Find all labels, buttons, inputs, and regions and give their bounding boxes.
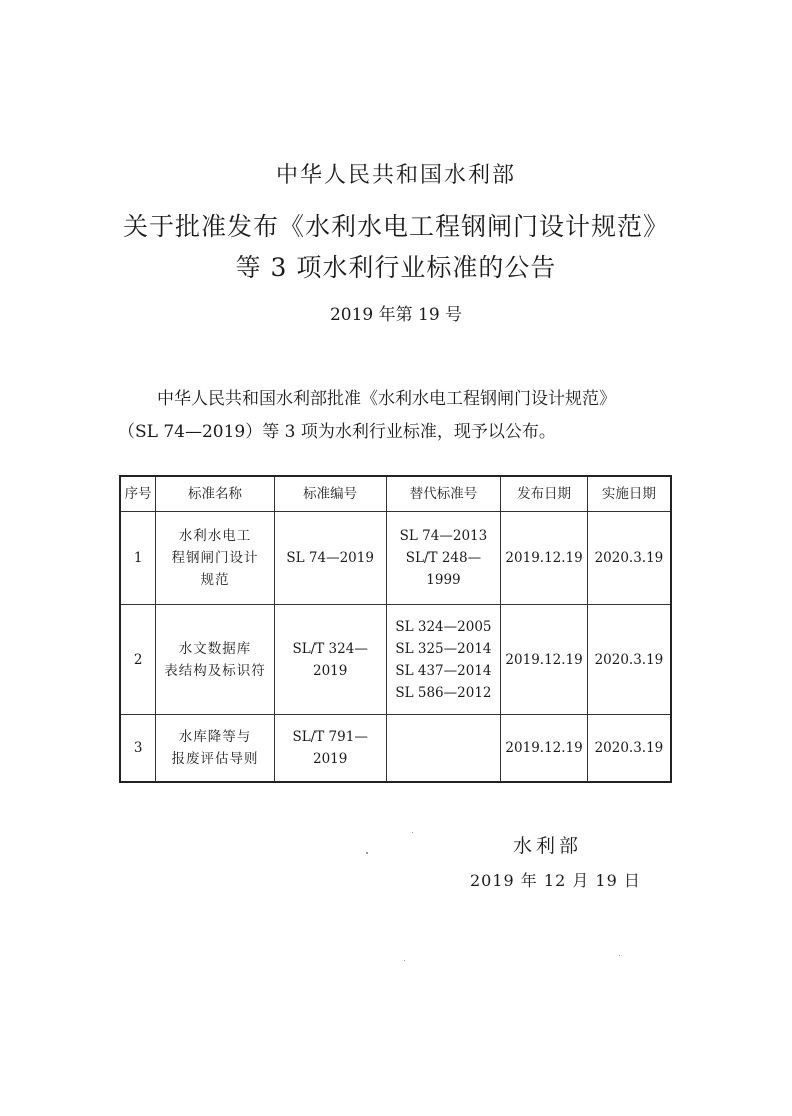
row-seq: 2 xyxy=(120,605,156,715)
scan-speck xyxy=(366,852,368,854)
row-implement-date: 2020.3.19 xyxy=(587,512,671,605)
issuing-organization: 中华人民共和国水利部 xyxy=(275,163,516,188)
row-standard-code: SL/T 791—2019 xyxy=(274,715,386,783)
header-code: 标准编号 xyxy=(274,476,386,512)
document-number: 2019 年第 19 号 xyxy=(329,305,463,325)
header-seq: 序号 xyxy=(120,476,156,512)
scan-speck xyxy=(404,960,405,961)
row-replaced-codes xyxy=(386,605,501,715)
table-row xyxy=(120,512,671,605)
row-standard-name xyxy=(156,605,274,715)
table-row xyxy=(120,605,671,715)
name-line: 水利水电工 xyxy=(178,528,252,544)
row-standard-name xyxy=(156,715,274,783)
row-standard-code: SL 74—2019 xyxy=(274,512,386,605)
replaced-code: SL 74—2013 xyxy=(399,528,488,544)
row-publish-date: 2019.12.19 xyxy=(501,715,588,783)
body-text-line2: （SL 74—2019）等 3 项为水利行业标准，现予以公布。 xyxy=(118,422,556,442)
name-line: 规范 xyxy=(200,572,230,588)
body-text-line1: 中华人民共和国水利部批准《水利水电工程钢闸门设计规范》 xyxy=(157,389,616,409)
table-row xyxy=(120,715,671,783)
replaced-code: SL 324—2005 xyxy=(395,618,492,635)
row-seq: 3 xyxy=(120,715,156,783)
signature-date: 2019 年 12 月 19 日 xyxy=(470,871,641,890)
announcement-title-line2: 等 3 项水利行业标准的公告 xyxy=(235,253,557,282)
table-header-row xyxy=(120,476,671,512)
scan-speck xyxy=(619,955,620,956)
row-standard-code: SL/T 324—2019 xyxy=(274,605,386,715)
replaced-code: SL 325—2014 xyxy=(395,640,492,657)
header-name: 标准名称 xyxy=(156,476,274,512)
header-replaced: 替代标准号 xyxy=(386,476,501,512)
signature-issuer: 水利部 xyxy=(513,835,583,857)
standards-table xyxy=(119,475,672,783)
replaced-code: SL 586—2012 xyxy=(395,684,492,701)
row-publish-date: 2019.12.19 xyxy=(501,605,588,715)
announcement-title-line1: 关于批准发布《水利水电工程钢闸门设计规范》 xyxy=(122,212,669,241)
name-line: 程钢闸门设计 xyxy=(171,550,259,566)
row-replaced-codes xyxy=(386,512,501,605)
row-publish-date: 2019.12.19 xyxy=(501,512,588,605)
name-line: 水文数据库 xyxy=(178,640,252,657)
name-line: 水库降等与 xyxy=(178,729,252,745)
name-line: 表结构及标识符 xyxy=(164,662,266,679)
header-implement-date: 实施日期 xyxy=(587,476,671,512)
scan-speck xyxy=(412,832,413,833)
name-line: 报废评估导则 xyxy=(171,751,259,767)
replaced-code: SL/T 248—1999 xyxy=(405,550,482,588)
row-seq: 1 xyxy=(120,512,156,605)
replaced-code: SL 437—2014 xyxy=(395,662,492,679)
row-standard-name xyxy=(156,512,274,605)
header-publish-date: 发布日期 xyxy=(501,476,588,512)
row-replaced-codes-empty xyxy=(386,715,501,783)
row-implement-date: 2020.3.19 xyxy=(587,715,671,783)
row-implement-date: 2020.3.19 xyxy=(587,605,671,715)
